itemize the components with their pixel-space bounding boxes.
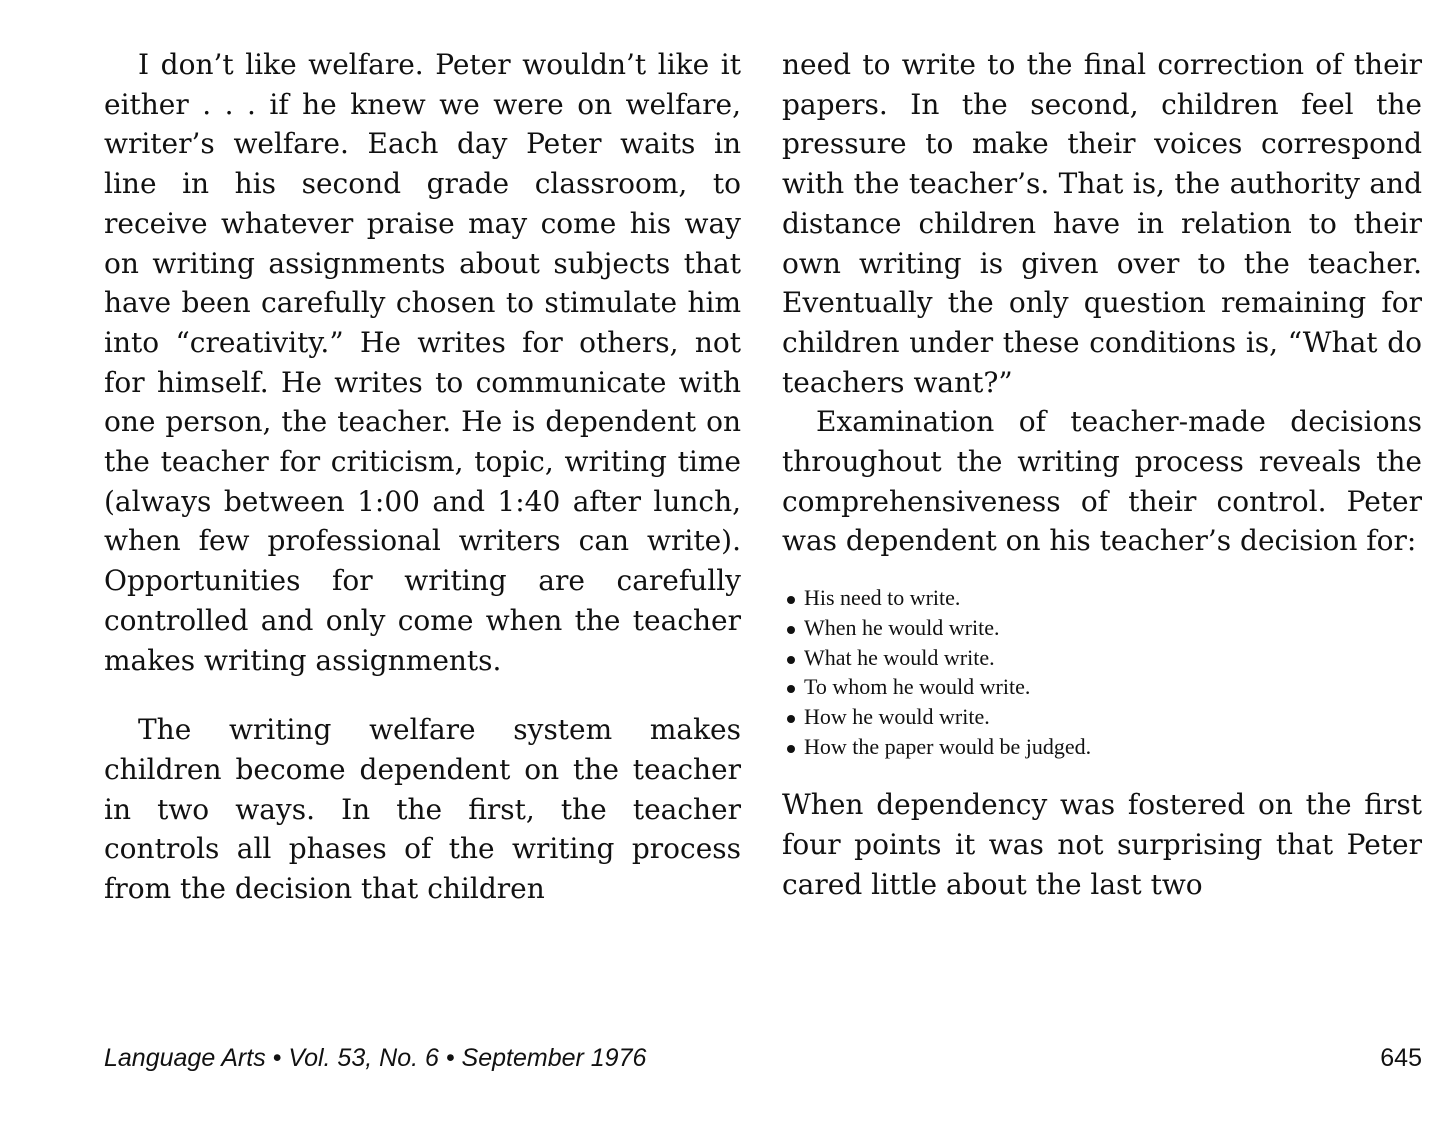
list-item: How he would write. [782, 702, 1422, 732]
left-column [104, 45, 741, 909]
list-item: How the paper would be judged. [782, 732, 1422, 762]
paragraph-welfare-intro: I don’t like welfare. Peter wouldn’t like it either . . . if he knew we were on welfare, writer’s welfare. Each day Peter waits in line in his second grade classroom, to receive whatever praise may come his way on writing assignments about subjects that have been carefully chosen to stimulate him into “creativity.” He writes for others, not for himself. He writes to communicate with one person, the teacher. He is dependent on the teacher for criticism, topic, writing time (always between 1:00 and 1:40 after lunch, when few professional writers can write). Opportunities for writing are carefully controlled and only come when the teacher makes writing assignments. [104, 48, 741, 677]
list-item: His need to write. [782, 583, 1422, 613]
paragraph-dependency: When dependency was fostered on the first four points it was not surprising that Peter cared little about the last two [782, 788, 1422, 901]
paragraph-examination: Examination of teacher-made decisions throughout the writing process reveals the comprehensiveness of their control. Peter was dependent on his teacher’s decision for: [782, 405, 1422, 558]
list-item: When he would write. [782, 613, 1422, 643]
paragraph-welfare-system: The writing welfare system makes children become dependent on the teacher in two ways. In the first, the teacher controls all phases of the writing process from the decision that children [104, 713, 741, 906]
journal-citation: Language Arts • Vol. 53, No. 6 • September 1976 [104, 1044, 647, 1072]
paragraph-continuation: need to write to the final correction of their papers. In the second, children feel the pressure to make their voices correspond with the teacher’s. That is, the authority and distance children have in relation to their own writing is given over to the teacher. Eventually the only question remaining for children under these conditions is, “What do teachers want?” [782, 48, 1422, 399]
page-number: 645 [1380, 1044, 1422, 1072]
right-column [782, 45, 1422, 904]
list-item: What he would write. [782, 643, 1422, 673]
list-item: To whom he would write. [782, 672, 1422, 702]
decision-list [782, 583, 1422, 761]
